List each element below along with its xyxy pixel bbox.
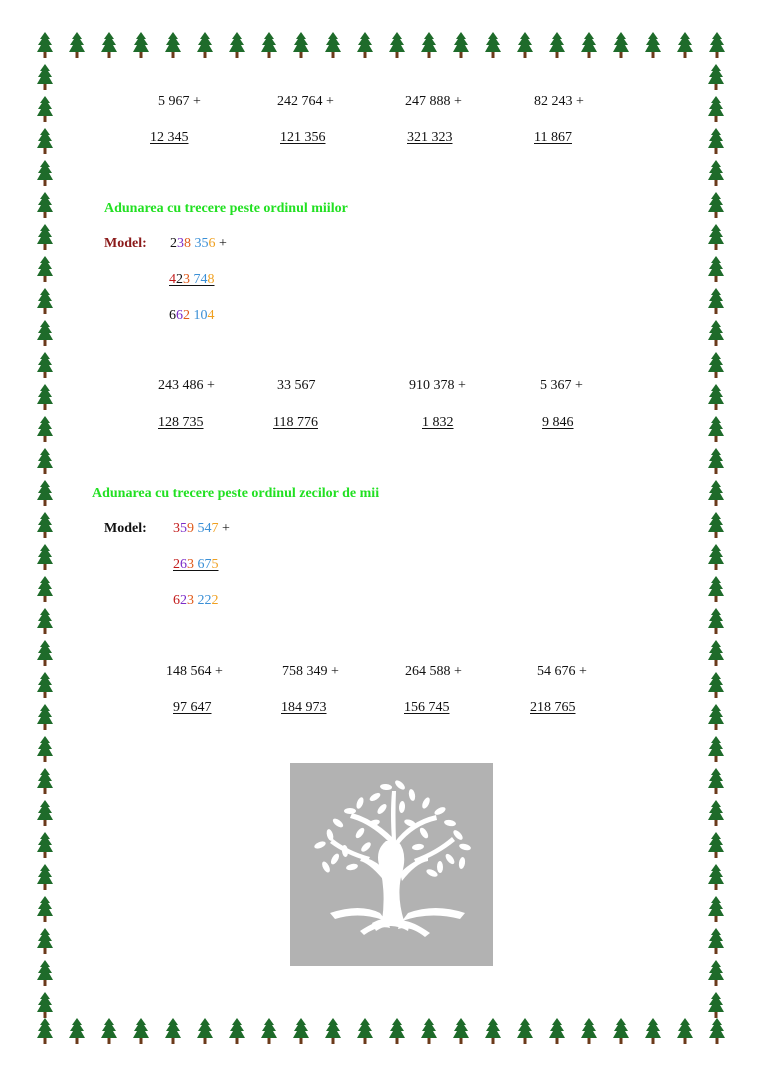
digit: 3	[177, 236, 184, 251]
pine-tree-icon	[37, 608, 53, 636]
leaf	[408, 789, 416, 802]
digit: 6	[180, 557, 187, 572]
pine-tree-icon	[37, 128, 53, 156]
pine-tree-icon	[197, 1018, 213, 1046]
leaf	[321, 860, 332, 873]
pine-tree-icon	[708, 352, 724, 380]
leaf	[344, 808, 356, 814]
pine-tree-icon	[708, 416, 724, 444]
digit: +	[215, 236, 227, 251]
digit: 2	[211, 593, 219, 608]
exercise-2-2-bottom: 118 776	[273, 415, 318, 430]
pine-tree-icon	[708, 640, 724, 668]
pine-tree-icon	[708, 320, 724, 348]
digit: 5	[201, 236, 209, 251]
pine-tree-icon	[37, 672, 53, 700]
digit: 3	[187, 593, 194, 608]
digit: 5	[180, 521, 187, 536]
digit: 2	[183, 308, 190, 323]
leaf	[313, 840, 326, 850]
pine-tree-icon	[37, 928, 53, 956]
pine-tree-icon	[357, 1018, 373, 1046]
pine-tree-icon	[165, 1018, 181, 1046]
leaf	[360, 841, 373, 854]
pine-tree-icon	[708, 832, 724, 860]
exercise-3-1-top: 148 564 +	[166, 664, 223, 679]
digit: 6	[197, 557, 205, 572]
leaf	[418, 826, 430, 839]
tree-of-life-icon	[290, 763, 493, 966]
digit: 6	[208, 236, 216, 251]
tree-of-life-image	[290, 763, 493, 966]
digit: 2	[180, 593, 187, 608]
pine-tree-icon	[708, 768, 724, 796]
pine-tree-icon	[37, 64, 53, 92]
digit: 5	[197, 521, 205, 536]
exercise-3-2-top: 758 349 +	[282, 664, 339, 679]
exercise-2-4-top: 5 367 +	[540, 378, 583, 393]
digit: 6	[173, 593, 180, 608]
pine-tree-icon	[69, 1018, 85, 1046]
model1-line1	[170, 236, 227, 252]
pine-tree-icon	[708, 192, 724, 220]
leaf	[368, 791, 381, 802]
exercise-1-1-bottom: 12 345	[150, 130, 189, 145]
model-label-2: Model:	[104, 521, 147, 536]
pine-tree-icon	[37, 512, 53, 540]
exercise-2-1-bottom: 128 735	[158, 415, 204, 430]
pine-tree-icon	[389, 1018, 405, 1046]
pine-tree-icon	[708, 928, 724, 956]
pine-tree-icon	[37, 320, 53, 348]
digit: 2	[204, 593, 212, 608]
pine-tree-icon	[325, 1018, 341, 1046]
leaf	[354, 826, 366, 839]
pine-tree-icon	[485, 1018, 501, 1046]
pine-tree-icon	[708, 608, 724, 636]
exercise-2-3-top: 910 378 +	[409, 378, 466, 393]
pine-tree-icon	[357, 32, 373, 60]
pine-tree-icon	[677, 32, 693, 60]
exercise-3-3-bottom: 156 745	[404, 700, 450, 715]
pine-tree-icon	[708, 96, 724, 124]
digit: 2	[170, 236, 177, 251]
digit: 2	[176, 272, 183, 287]
exercise-2-2-top: 33 567	[277, 378, 316, 393]
pine-tree-icon	[708, 672, 724, 700]
leaf	[380, 783, 392, 790]
digit: 3	[173, 521, 180, 536]
pine-tree-icon	[708, 960, 724, 988]
pine-tree-icon	[421, 1018, 437, 1046]
digit: 3	[194, 236, 202, 251]
pine-tree-icon	[37, 736, 53, 764]
pine-tree-icon	[708, 896, 724, 924]
pine-tree-icon	[37, 32, 53, 60]
leaf	[355, 796, 365, 809]
pine-tree-icon	[708, 448, 724, 476]
pine-tree-icon	[37, 96, 53, 124]
pine-tree-icon	[708, 160, 724, 188]
digit: 7	[193, 272, 201, 287]
pine-tree-icon	[293, 32, 309, 60]
digit: 7	[204, 557, 212, 572]
digit: 4	[204, 521, 212, 536]
pine-tree-icon	[37, 384, 53, 412]
pine-tree-icon	[229, 1018, 245, 1046]
model2-result	[173, 593, 219, 609]
pine-tree-icon	[37, 224, 53, 252]
exercise-3-2-bottom: 184 973	[281, 700, 327, 715]
pine-tree-icon	[708, 288, 724, 316]
leaf	[433, 806, 446, 817]
pine-tree-icon	[708, 864, 724, 892]
digit: 3	[187, 557, 194, 572]
pine-tree-icon	[708, 224, 724, 252]
pine-tree-icon	[261, 1018, 277, 1046]
pine-tree-icon	[325, 32, 341, 60]
exercise-2-3-bottom: 1 832	[422, 415, 454, 430]
digit: +	[218, 521, 230, 536]
pine-tree-icon	[709, 1018, 725, 1046]
section-heading-zecilor-de-mii: Adunarea cu trecere peste ordinul zecilor de mii	[92, 486, 380, 501]
pine-tree-icon	[517, 1018, 533, 1046]
pine-tree-icon	[261, 32, 277, 60]
exercise-3-4-top: 54 676 +	[537, 664, 587, 679]
section-heading-miilor: Adunarea cu trecere peste ordinul miilor	[104, 201, 348, 216]
digit: 2	[197, 593, 205, 608]
digit: 7	[211, 521, 219, 536]
digit: 6	[176, 308, 183, 323]
digit: 8	[184, 236, 191, 251]
pine-tree-icon	[549, 32, 565, 60]
pine-tree-icon	[485, 32, 501, 60]
exercise-1-3-bottom: 321 323	[407, 130, 453, 145]
leaf	[394, 779, 407, 791]
exercise-3-1-bottom: 97 647	[173, 700, 212, 715]
digit: 4	[169, 272, 176, 287]
pine-tree-icon	[708, 800, 724, 828]
pine-tree-icon	[37, 864, 53, 892]
pine-tree-icon	[37, 640, 53, 668]
pine-tree-icon	[37, 1018, 53, 1046]
pine-tree-icon	[453, 32, 469, 60]
pine-tree-icon	[37, 576, 53, 604]
leaf	[437, 861, 443, 873]
exercise-2-1-top: 243 486 +	[158, 378, 215, 393]
pine-tree-icon	[549, 1018, 565, 1046]
model1-line2	[169, 272, 215, 288]
pine-tree-icon	[101, 32, 117, 60]
pine-tree-icon	[37, 416, 53, 444]
pine-tree-icon	[708, 384, 724, 412]
pine-tree-icon	[581, 1018, 597, 1046]
model2-line2	[173, 557, 219, 573]
pine-tree-icon	[581, 32, 597, 60]
pine-tree-icon	[37, 448, 53, 476]
digit: 0	[200, 308, 208, 323]
leaf	[444, 819, 457, 827]
exercise-2-4-bottom: 9 846	[542, 415, 574, 430]
pine-tree-icon	[37, 544, 53, 572]
pine-tree-icon	[101, 1018, 117, 1046]
pine-tree-icon	[708, 576, 724, 604]
digit: 4	[207, 308, 215, 323]
pine-tree-icon	[293, 1018, 309, 1046]
exercise-1-2-bottom: 121 356	[280, 130, 326, 145]
leaf	[376, 803, 388, 816]
pine-tree-icon	[421, 32, 437, 60]
pine-tree-icon	[133, 32, 149, 60]
exercise-1-4-bottom: 11 867	[534, 130, 572, 145]
exercise-1-3-top: 247 888 +	[405, 94, 462, 109]
pine-tree-icon	[708, 480, 724, 508]
pine-tree-icon	[37, 832, 53, 860]
pine-tree-icon	[37, 352, 53, 380]
pine-tree-icon	[37, 160, 53, 188]
pine-tree-icon	[37, 768, 53, 796]
digit: 9	[187, 521, 194, 536]
pine-tree-icon	[709, 32, 725, 60]
pine-tree-icon	[37, 288, 53, 316]
pine-tree-icon	[708, 128, 724, 156]
model1-result	[169, 308, 215, 324]
digit: 6	[169, 308, 176, 323]
pine-tree-icon	[708, 992, 724, 1020]
digit: 5	[211, 557, 219, 572]
pine-tree-icon	[37, 992, 53, 1020]
model2-line1	[173, 521, 230, 537]
pine-tree-icon	[677, 1018, 693, 1046]
pine-tree-icon	[517, 32, 533, 60]
pine-tree-icon	[37, 960, 53, 988]
pine-tree-icon	[645, 32, 661, 60]
pine-tree-icon	[708, 256, 724, 284]
leaf	[329, 852, 340, 865]
leaf	[444, 852, 456, 865]
pine-tree-icon	[645, 1018, 661, 1046]
leaf	[425, 868, 438, 879]
leaf	[399, 801, 406, 813]
pine-tree-icon	[133, 1018, 149, 1046]
pine-tree-icon	[37, 480, 53, 508]
pine-tree-icon	[229, 32, 245, 60]
exercise-1-1-top: 5 967 +	[158, 94, 201, 109]
pine-tree-icon	[453, 1018, 469, 1046]
pine-tree-icon	[37, 192, 53, 220]
pine-tree-icon	[69, 32, 85, 60]
leaf	[331, 817, 344, 829]
exercise-3-3-top: 264 588 +	[405, 664, 462, 679]
leaf	[458, 857, 466, 870]
exercise-3-4-bottom: 218 765	[530, 700, 576, 715]
pine-tree-icon	[197, 32, 213, 60]
digit: 2	[173, 557, 180, 572]
exercise-1-4-top: 82 243 +	[534, 94, 584, 109]
model-label: Model:	[104, 236, 147, 251]
pine-tree-icon	[37, 800, 53, 828]
exercise-1-2-top: 242 764 +	[277, 94, 334, 109]
pine-tree-icon	[37, 256, 53, 284]
pine-tree-icon	[613, 32, 629, 60]
leaf	[421, 796, 432, 809]
digit: 4	[200, 272, 208, 287]
pine-tree-icon	[165, 32, 181, 60]
leaf	[346, 863, 359, 871]
pine-tree-icon	[37, 704, 53, 732]
pine-tree-icon	[708, 544, 724, 572]
digit: 8	[207, 272, 215, 287]
pine-tree-icon	[708, 704, 724, 732]
leaf	[412, 843, 425, 850]
pine-tree-icon	[389, 32, 405, 60]
pine-tree-icon	[613, 1018, 629, 1046]
pine-tree-icon	[708, 512, 724, 540]
pine-tree-icon	[708, 736, 724, 764]
digit: 3	[183, 272, 190, 287]
pine-tree-icon	[708, 64, 724, 92]
pine-tree-icon	[37, 896, 53, 924]
leaf	[458, 843, 471, 852]
digit: 1	[193, 308, 201, 323]
